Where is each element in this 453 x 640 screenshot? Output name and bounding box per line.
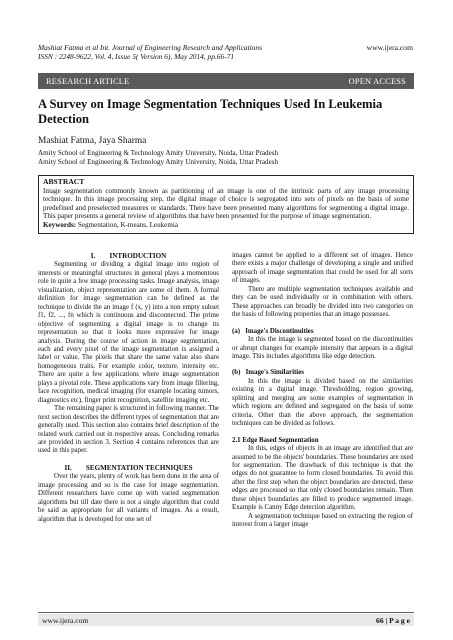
journal-line-1: Mashiat Fatma et al Int. Journal of Engineering Research and Applications: [38, 43, 262, 52]
abstract-box: [38, 175, 414, 234]
intro-paragraph-2: The remaining paper is structured in following manner. The next section describes the different types of segmentation that are generally used. This section also contains brief description of the related work carried out in respective areas. Concluding remarks are provided in section 3. Section 4 contains references that are used in this paper.: [38, 405, 219, 455]
footer-divider: [38, 612, 414, 613]
abstract-text: Image segmentation commonly known as partitioning of an image is one of the intrinsic parts of any image processing technique. In this image processing step, the digital image of choice is segregated into sets of pixels on the basis of some predefined and preselected measures or standards. There have been presented many algorithms for segmenting a digital image. This paper presents a general review of algorithms that have been presented for the purpose of image segmentation.: [43, 186, 409, 221]
article-banner: [38, 73, 414, 89]
open-access-label: OPEN ACCESS: [348, 76, 406, 86]
right-paragraph-2: There are multiple segmentation techniques available and they can be used individually or in combination with others. These approaches can broadly be divided into two categories on the basis of following properties that an image possesses.: [232, 285, 413, 319]
section-2-heading: II. SEGMENTATION TECHNIQUES: [64, 463, 193, 472]
edge-segmentation-paragraph-2: A segmentation technique based on extracting the region of interest from a larger image: [232, 512, 413, 529]
paper-authors: Mashiat Fatma, Jaya Sharma: [38, 136, 147, 146]
subsection-a-heading: (a) Image's Discontinuities: [232, 327, 314, 335]
edge-segmentation-paragraph-1: In this, edges of objects in an image are identified that are assumed to be the objects' boundaries. These boundaries are used for segmentation. The drawback of this technique is that the edges do not guarantee to form closed boundaries. To avoid this after the first step when the object boundaries are detected, these edges are processed so that only closed boundaries remain. Then these object boundaries are filled to produce segmented image. Example is Canny Edge detection algorithm.: [232, 445, 413, 512]
keywords-text: Segmentation, K-means, Leukemia: [77, 220, 178, 229]
right-column: [232, 252, 413, 530]
abstract-heading: ABSTRACT: [43, 177, 85, 186]
header-website-link[interactable]: www.ijera.com: [366, 43, 413, 52]
subsection-b-text: In this the image is divided based on the similarities existing in a digital image. Thresholding, region growing, splitting and merging are some examples of segmentation in which regions are defined and segregated on the basis of some criteria. Other than the above approach, the segmentation techniques can be divided as follows.: [232, 377, 413, 428]
subsection-a-text: In this the image is segmented based on the discontinuities or abrupt changes for example intensity that appears in a digital image. This includes algorithms like edge detection.: [232, 336, 413, 360]
keywords-line: [43, 221, 409, 230]
affiliation-2: Amity School of Engineering & Technology Amity University, Noida, Uttar Pradesh: [38, 158, 279, 166]
article-type-label: RESEARCH ARTICLE: [46, 76, 130, 86]
affiliation-1: Amity School of Engineering & Technology Amity University, Noida, Uttar Pradesh: [38, 149, 279, 157]
journal-citation: [38, 43, 338, 61]
section-1-heading: I. INTRODUCTION: [90, 252, 167, 260]
subsection-b-heading: (b) Image's Similarities: [232, 369, 304, 377]
intro-paragraph-1: Segmenting or dividing a digital image into region of interests or meaningful structures in general plays a momentous role in quite a few image processing tasks. Image analysis, image visualization, object representation are some of them. A formal definition for image segmentation can be defined as the technique to divide the an image f (x, y) into a non empty subset f1, f2, ..., fn which is continuous and disconnected. The prime objective of segmenting a digital image is to change its representation so that it looks more expressive for image analysis. During the course of action in image segmentation, each and every pixel of the image segmentation is assigned a label or value. The pixels that share the same value also share homogeneous traits. For example color, texture, intensity etc. There are quite a few applications where image segmentation plays a pivotal role. These applications vary from image filtering, face recognition, medical imaging (for example locating tumors, diagnostics etc), finger print recognition, satellite imaging etc.: [38, 261, 219, 404]
segmentation-paragraph-1: Over the years, plenty of work has been done in the area of image processing and so is the case for image segmentation. Different researchers have come up with varied segmentation algorithms but till date there is not a single algorithm that could be said as appropriate for all variants of images. As a result, algorithm that is developed for one set of: [38, 473, 219, 523]
paper-title: A Survey on Image Segmentation Techniques Used In Leukemia Detection: [38, 97, 383, 126]
keywords-label: Keywords:: [43, 220, 77, 229]
right-paragraph-1: images cannot be applied to a different set of images. Hence there exists a major challenge of developing a single and unified approach of image segmentation that could be used for all sorts of images.: [232, 252, 413, 285]
journal-line-2: ISSN : 2248-9622, Vol. 4, Issue 5( Version 6), May 2014, pp.66-71: [38, 52, 235, 62]
affiliations: [38, 149, 414, 167]
page-number: 66 | P a g e: [376, 615, 410, 625]
footer-website-link[interactable]: www.ijera.com: [42, 615, 89, 625]
section-2-1-heading: 2.1 Edge Based Segmentation: [232, 436, 319, 444]
page-footer: [38, 614, 414, 626]
left-column: [38, 252, 219, 524]
